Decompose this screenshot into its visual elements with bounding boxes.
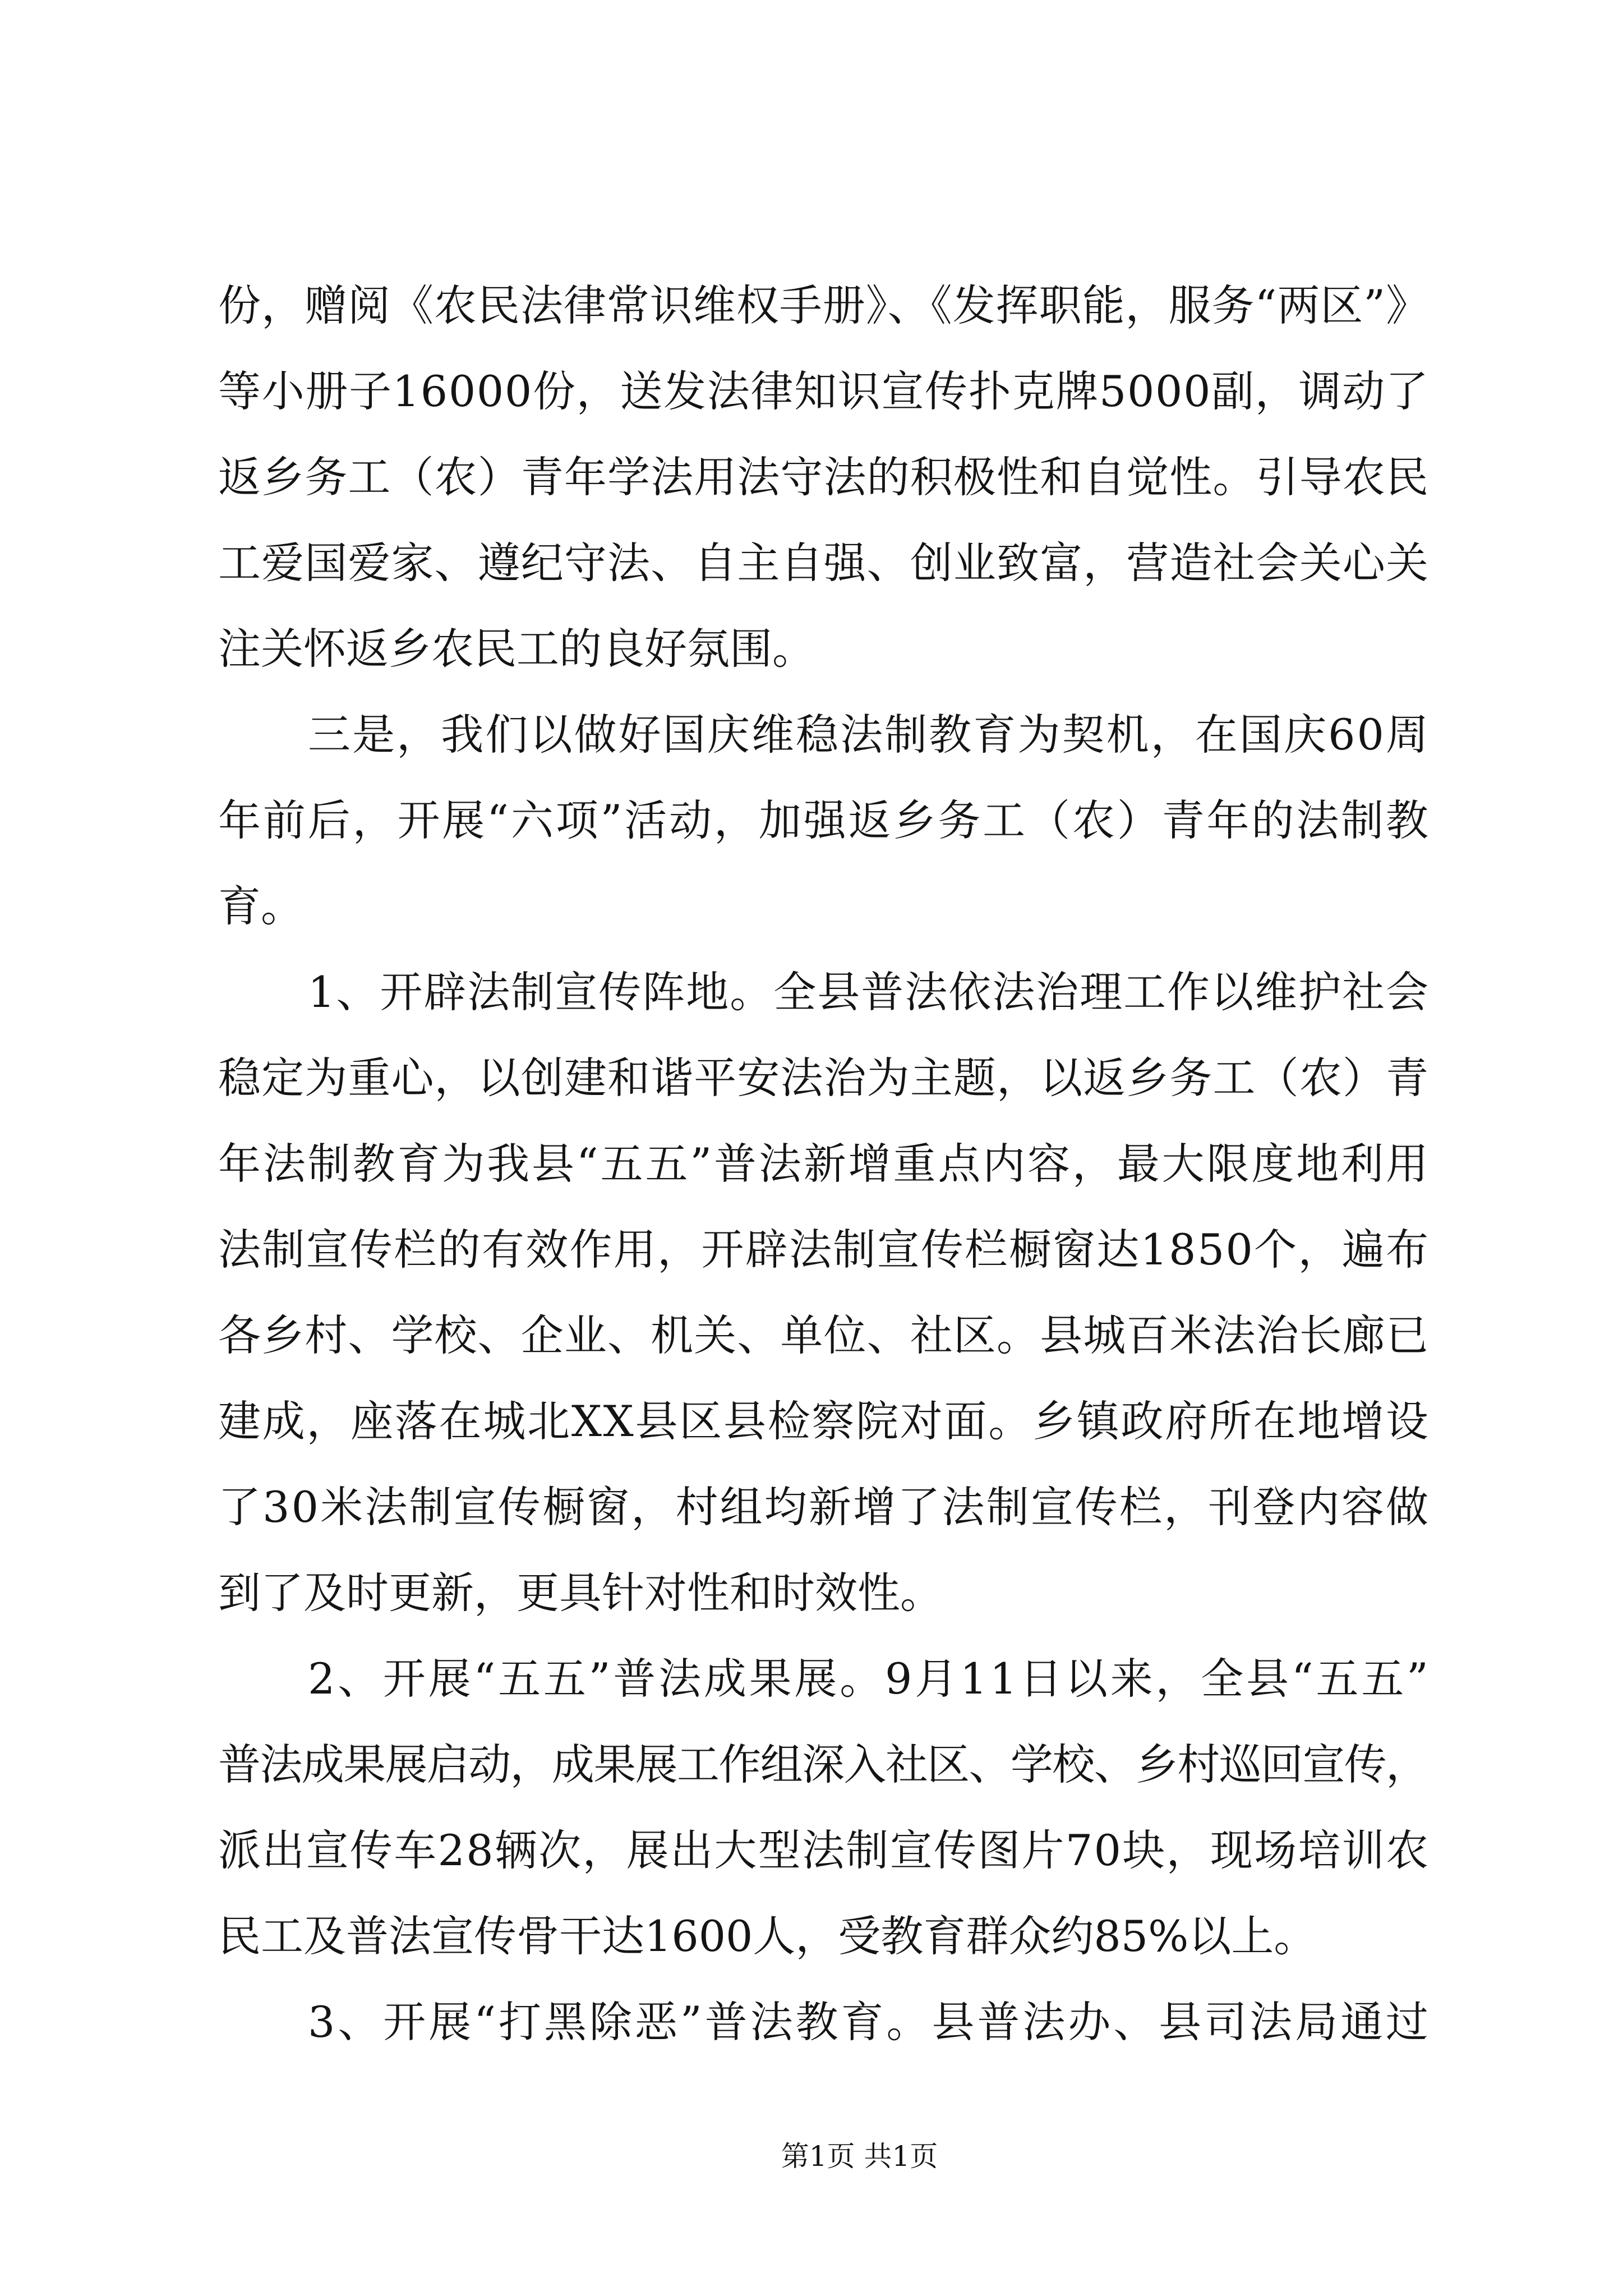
text-line-content: 工爱国爱家、遵纪守法、自主自强、创业致富，营造社会关心关 bbox=[218, 538, 1430, 588]
text-line bbox=[218, 1464, 1431, 1550]
text-line-content: 三是，我们以做好国庆维稳法制教育为契机，在国庆60周 bbox=[308, 710, 1431, 760]
text-line-content: 派出宣传车28辆次，展出大型法制宣传图片70块，现场培训农 bbox=[218, 1825, 1430, 1875]
text-line bbox=[218, 863, 1428, 949]
page-number-label: 第1页 共1页 bbox=[781, 2140, 938, 2173]
text-line bbox=[218, 606, 1428, 692]
text-line-content: 份，赠阅《农民法律常识维权手册》、《发挥职能，服务“两区”》 bbox=[218, 280, 1430, 330]
text-line-content: 建成，座落在城北XX县区县检察院对面。乡镇政府所在地增设 bbox=[218, 1396, 1430, 1446]
paragraph bbox=[218, 1979, 1432, 2065]
text-line-content: 法制宣传栏的有效作用，开辟法制宣传栏橱窗达1850个，遍布 bbox=[218, 1225, 1430, 1274]
text-line-content: 注关怀返乡农民工的良好氛围。 bbox=[218, 624, 815, 674]
text-line-content: 了30米法制宣传橱窗，村组均新增了法制宣传栏，刊登内容做 bbox=[218, 1482, 1431, 1532]
text-line-content: 年前后，开展“六项”活动，加强返乡务工（农）青年的法制教 bbox=[218, 795, 1431, 845]
text-line-content: 返乡务工（农）青年学法用法守法的积极性和自觉性。引导农民 bbox=[218, 452, 1430, 502]
paragraph bbox=[218, 949, 1431, 1636]
text-line bbox=[218, 1292, 1428, 1378]
text-line bbox=[218, 1979, 1432, 2065]
text-line bbox=[218, 1807, 1428, 1893]
text-line bbox=[218, 949, 1428, 1035]
paragraph bbox=[218, 692, 1431, 949]
text-line-content: 普法成果展启动，成果展工作组深入社区、学校、乡村巡回宣传， bbox=[218, 1740, 1428, 1789]
text-line-content: 民工及普法宣传骨干达1600人，受教育群众约85%以上。 bbox=[218, 1911, 1317, 1961]
text-line-content: 年法制教育为我县“五五”普法新增重点内容，最大限度地利用 bbox=[218, 1139, 1431, 1189]
text-line bbox=[218, 1550, 1428, 1636]
text-line-content: 3、开展“打黑除恶”普法教育。县普法办、县司法局通过 bbox=[308, 1997, 1432, 2047]
text-line-content: 到了及时更新，更具针对性和时效性。 bbox=[218, 1568, 943, 1618]
text-line bbox=[218, 1722, 1428, 1807]
text-line-content: 育。 bbox=[218, 881, 303, 931]
text-line bbox=[218, 1378, 1428, 1464]
text-line bbox=[218, 434, 1428, 520]
text-line bbox=[218, 348, 1428, 434]
paragraph bbox=[218, 1636, 1431, 1979]
text-line bbox=[218, 1636, 1431, 1722]
page-footer bbox=[753, 2139, 966, 2173]
text-line bbox=[218, 692, 1431, 777]
text-line-content: 各乡村、学校、企业、机关、单位、社区。县城百米法治长廊已 bbox=[218, 1310, 1430, 1360]
text-line bbox=[218, 1035, 1428, 1121]
text-line bbox=[218, 777, 1431, 863]
text-line-content: 1、开辟法制宣传阵地。全县普法依法治理工作以维护社会 bbox=[308, 967, 1430, 1017]
text-line-content: 等小册子16000份，送发法律知识宣传扑克牌5000副，调动了 bbox=[218, 366, 1430, 416]
paragraph bbox=[218, 263, 1428, 692]
document-body bbox=[218, 263, 1432, 2065]
text-line bbox=[218, 1121, 1431, 1207]
text-line-content: 2、开展“五五”普法成果展。9月11日以来，全县“五五” bbox=[308, 1654, 1431, 1704]
text-line bbox=[218, 520, 1428, 606]
text-line bbox=[218, 1207, 1428, 1292]
text-line bbox=[218, 263, 1428, 348]
text-line-content: 稳定为重心，以创建和谐平安法治为主题，以返乡务工（农）青 bbox=[218, 1053, 1430, 1103]
text-line bbox=[218, 1893, 1428, 1979]
